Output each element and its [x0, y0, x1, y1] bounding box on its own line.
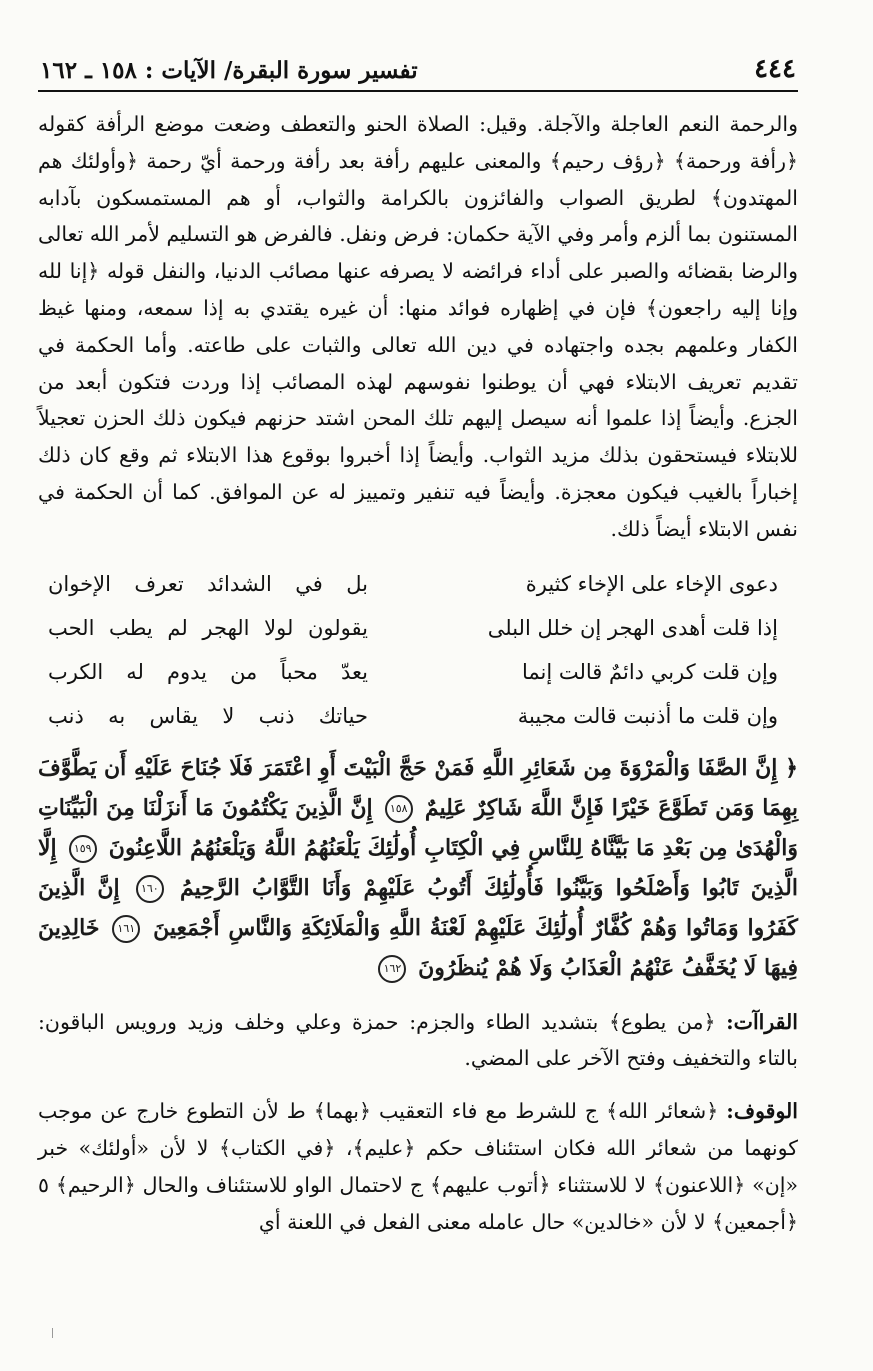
poem-verse — [38, 562, 798, 606]
poem-block — [38, 562, 798, 738]
quran-verse-text: إِنَّ الَّذِينَ كَفَرُوا وَمَاتُوا وَهُمْ كُفَّارٌ أُولَٰئِكَ عَلَيْهِمْ لَعْنَةُ اللَّهِ وَالْمَلَائِكَةِ وَالنَّاسِ أَجْمَعِينَ — [38, 874, 798, 941]
quran-verses — [38, 748, 798, 988]
ayah-number-marker: ١٦٠ — [136, 875, 164, 903]
poem-hemistich-first: وإن قلت ما أذنبت قالت مجيبة — [517, 703, 778, 728]
commentary-text — [38, 106, 798, 548]
poem-hemistich-first: دعوى الإخاء على الإخاء كثيرة — [525, 571, 778, 596]
book-page — [38, 54, 798, 1240]
wuquf-label: الوقوف: — [726, 1099, 798, 1124]
poem-hemistich-second: يعدّ محباً من يدوم له الكرب — [48, 659, 368, 684]
poem-hemistich-second: حياتك ذنب لا يقاس به ذنب — [48, 703, 368, 728]
poem-verse — [38, 606, 798, 650]
qiraat-label: القراآت: — [726, 1009, 798, 1034]
qiraat-section — [38, 1004, 798, 1078]
quran-verse-text: خَالِدِينَ فِيهَا لَا يُخَفَّفُ عَنْهُمُ الْعَذَابُ وَلَا هُمْ يُنظَرُونَ — [38, 914, 798, 981]
margin-tick — [52, 1328, 53, 1338]
poem-hemistich-first: إذا قلت أهدى الهجر إن خلل البلى — [487, 615, 778, 640]
commentary-paragraph: والرحمة النعم العاجلة والآجلة. وقيل: الصلاة الحنو والتعطف وضعت موضع الرأفة كقوله ﴿رأفة ورحمة﴾ ﴿رؤف رحيم﴾ والمعنى عليهم رأفة بعد رأفة ورحمة أيّ رحمة ﴿وأولئك هم المهتدون﴾ لطريق الصواب والفائزون بالكرامة والثواب، أو هم المستمسكون بآدابه المستنون بما ألزم وأمر وفي الآية حكمان: فرض ونفل. فالفرض هو التسليم لأمر الله تعالى والرضا بقضائه والصبر على أداء فرائضه لا يصرفه عنها مصائب الدنيا، والنفل قوله ﴿إنا لله وإنا إليه راجعون﴾ فإن في إظهاره فوائد منها: أن غيره يقتدي به إذا سمعه، ومنها غيظ الكفار وعلمهم بجده واجتهاده في دين الله تعالى والثبات على طاعته. وأما الحكمة في تقديم تعريف الابتلاء فهي أن يوطنوا نفوسهم لهذه المصائب إذا وردت فتكون أبعد من الجزع. وأيضاً إذا علموا أنه سيصل إليهم تلك المحن اشتد حزنهم فيكون ذلك الحزن تعجيلاً للابتلاء فيستحقون بذلك مزيد الثواب. وأيضاً إذا أخبروا بوقوع هذا الابتلاء ثم وقع كان ذلك إخباراً بالغيب فيكون معجزة. وأيضاً فيه تنفير وتمييز له عن الموافق. كما أن الحكمة في نفس الابتلاء أيضاً ذلك. — [38, 112, 798, 541]
poem-hemistich-first: وإن قلت كربي دائمٌ قالت إنما — [522, 659, 778, 684]
poem-verse — [38, 694, 798, 738]
running-title: تفسير سورة البقرة/ الآيات : ١٥٨ ـ ١٦٢ — [40, 57, 418, 84]
ayah-number-marker: ١٦١ — [112, 915, 140, 943]
poem-verse — [38, 650, 798, 694]
quran-verse-text: ﴿ إِنَّ الصَّفَا وَالْمَرْوَةَ مِن شَعَائِرِ اللَّهِ فَمَنْ حَجَّ الْبَيْتَ أَوِ اعْتَمَرَ فَلَا جُنَاحَ عَلَيْهِ أَن يَطَّوَّفَ بِهِمَا وَمَن تَطَوَّعَ خَيْرًا فَإِنَّ اللَّهَ شَاكِرٌ عَلِيمٌ — [38, 754, 798, 821]
page-number: ٤٤٤ — [754, 54, 796, 84]
page-header — [38, 54, 798, 92]
ayah-number-marker: ١٥٩ — [69, 835, 97, 863]
wuquf-text: ﴿شعائر الله﴾ ج للشرط مع فاء التعقيب ﴿بهما﴾ ط لأن التطوع خارج عن موجب كونهما من شعائر الله فكان استئناف حكم ﴿عليم﴾، ﴿في الكتاب﴾ لا لأن «أولئك» خبر «إن» ﴿اللاعنون﴾ لا للاستثناء ﴿أتوب عليهم﴾ ج لاحتمال الواو للاستئناف والحال ﴿الرحيم﴾ ٥ ﴿أجمعين﴾ لا لأن «خالدين» حال عامله معنى الفعل في اللعنة أي — [38, 1099, 798, 1234]
wuquf-section — [38, 1093, 798, 1240]
poem-hemistich-second: بل في الشدائد تعرف الإخوان — [48, 571, 368, 596]
ayah-number-marker: ١٦٢ — [378, 955, 406, 983]
poem-hemistich-second: يقولون لولا الهجر لم يطب الحب — [48, 615, 368, 640]
quran-verse-text: إِنَّ الَّذِينَ يَكْتُمُونَ مَا أَنزَلْنَا مِنَ الْبَيِّنَاتِ وَالْهُدَىٰ مِن بَعْدِ مَا بَيَّنَّاهُ لِلنَّاسِ فِي الْكِتَابِ أُولَٰئِكَ يَلْعَنُهُمُ اللَّهُ وَيَلْعَنُهُمُ اللَّاعِنُونَ — [38, 794, 798, 861]
ayah-number-marker: ١٥٨ — [385, 795, 413, 823]
qiraat-text: ﴿من يطوع﴾ بتشديد الطاء والجزم: حمزة وعلي وخلف وزيد ورويس الباقون: بالتاء والتخفيف وفتح الآخر على المضي. — [38, 1009, 798, 1071]
quran-verse-text: إِلَّا الَّذِينَ تَابُوا وَأَصْلَحُوا وَبَيَّنُوا فَأُولَٰئِكَ أَتُوبُ عَلَيْهِمْ وَأَنَا التَّوَّابُ الرَّحِيمُ — [38, 834, 798, 901]
